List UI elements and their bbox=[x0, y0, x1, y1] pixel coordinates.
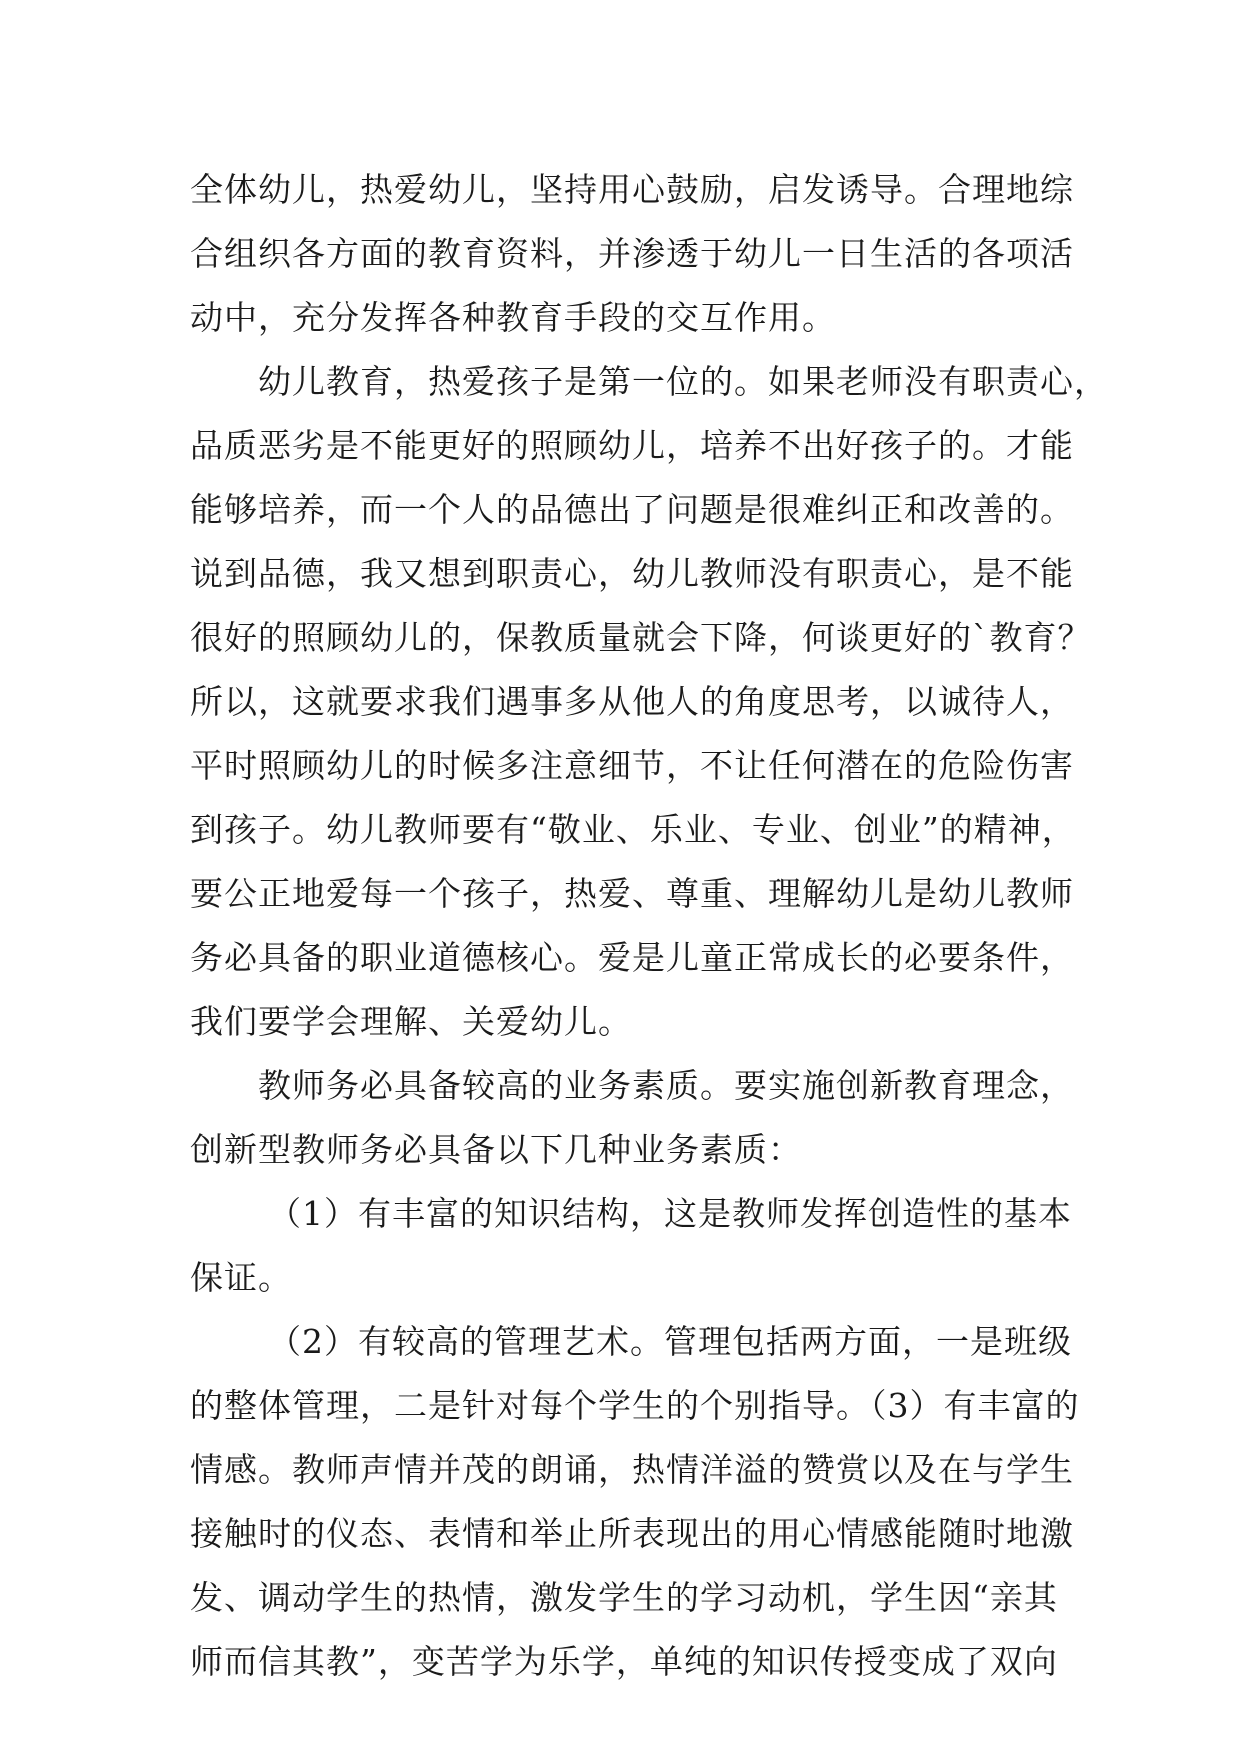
text-line: 品质恶劣是不能更好的照顾幼儿，培养不出好孩子的。才能 bbox=[190, 426, 1074, 465]
text-line: 发、调动学生的热情，激发学生的学习动机，学生因“亲其 bbox=[190, 1578, 1058, 1617]
text-line: 动中，充分发挥各种教育手段的交互作用。 bbox=[190, 298, 836, 337]
list-item-line: （2）有较高的管理艺术。管理包括两方面，一是班级 bbox=[268, 1322, 1072, 1361]
text-line: 到孩子。幼儿教师要有“敬业、乐业、专业、创业”的精神， bbox=[190, 810, 1076, 849]
text-line: 所以，这就要求我们遇事多从他人的角度思考，以诚待人， bbox=[190, 682, 1074, 721]
text-line: 说到品德，我又想到职责心，幼儿教师没有职责心，是不能 bbox=[190, 554, 1074, 593]
text-line: 很好的照顾幼儿的，保教质量就会下降，何谈更好的`教育？ bbox=[190, 618, 1092, 657]
text-line: 的整体管理，二是针对每个学生的个别指导。（3）有丰富的 bbox=[190, 1386, 1080, 1425]
text-line: 务必具备的职业道德核心。爱是儿童正常成长的必要条件， bbox=[190, 938, 1074, 977]
text-line: 能够培养，而一个人的品德出了问题是很难纠正和改善的。 bbox=[190, 490, 1074, 529]
text-line: 要公正地爱每一个孩子，热爱、尊重、理解幼儿是幼儿教师 bbox=[190, 874, 1074, 913]
text-line: 合组织各方面的教育资料，并渗透于幼儿一日生活的各项活 bbox=[190, 234, 1074, 273]
text-line: 平时照顾幼儿的时候多注意细节，不让任何潜在的危险伤害 bbox=[190, 746, 1074, 785]
text-line: 创新型教师务必具备以下几种业务素质： bbox=[190, 1130, 802, 1169]
text-line: 保证。 bbox=[190, 1258, 292, 1297]
text-line: 我们要学会理解、关爱幼儿。 bbox=[190, 1002, 632, 1041]
text-line: 师而信其教”，变苦学为乐学，单纯的知识传授变成了双向 bbox=[190, 1642, 1058, 1681]
body-text bbox=[190, 158, 1108, 1694]
list-item-line: （1）有丰富的知识结构，这是教师发挥创造性的基本 bbox=[268, 1194, 1072, 1233]
text-line: 情感。教师声情并茂的朗诵，热情洋溢的赞赏以及在与学生 bbox=[190, 1450, 1074, 1489]
paragraph-start-line: 教师务必具备较高的业务素质。要实施创新教育理念， bbox=[258, 1066, 1074, 1105]
text-line: 全体幼儿，热爱幼儿，坚持用心鼓励，启发诱导。合理地综 bbox=[190, 170, 1074, 209]
paragraph-start-line: 幼儿教育，热爱孩子是第一位的。如果老师没有职责心， bbox=[258, 362, 1108, 401]
text-line: 接触时的仪态、表情和举止所表现出的用心情感能随时地激 bbox=[190, 1514, 1074, 1553]
